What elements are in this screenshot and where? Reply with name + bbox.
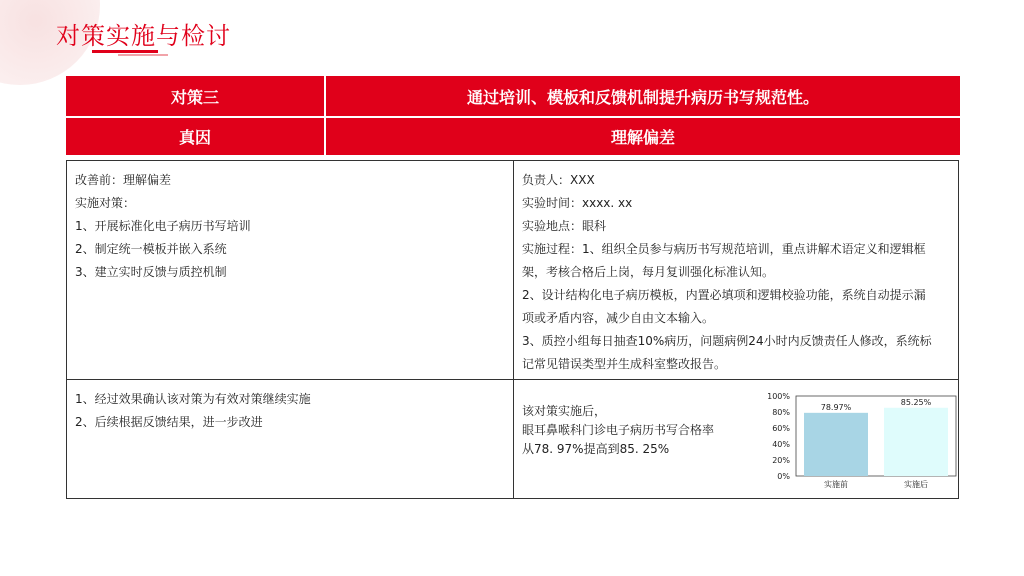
header-table	[66, 76, 960, 155]
root-cause-value: 理解偏差	[326, 118, 960, 155]
y-tick-label: 0%	[777, 472, 790, 481]
result-line: 该对策实施后，	[522, 404, 607, 418]
bar-data-label: 78.97%	[820, 402, 852, 412]
execution-line: 实验地点：眼科	[522, 219, 607, 233]
body-row-result	[67, 380, 958, 499]
root-cause-label: 真因	[66, 118, 326, 155]
execution-line: 3、质控小组每日抽查10%病历，问题病例24小时内反馈责任人修改，系统标	[522, 334, 932, 348]
body-table	[66, 160, 959, 499]
plan-line: 1、开展标准化电子病历书写培训	[75, 219, 251, 233]
result-line: 眼耳鼻喉科门诊电子病历书写合格率	[522, 423, 715, 437]
plan-line: 2、制定统一模板并嵌入系统	[75, 242, 227, 256]
execution-line: 实验时间：xxxx. xx	[522, 196, 633, 210]
y-tick-label: 80%	[772, 408, 790, 417]
result-cell	[514, 380, 958, 499]
y-tick-label: 60%	[772, 424, 790, 433]
y-tick-label: 40%	[772, 440, 790, 449]
result-text	[522, 402, 752, 459]
conclusion-cell	[67, 380, 514, 499]
bar-data-label: 85.25%	[900, 397, 932, 407]
plan-line: 3、建立实时反馈与质控机制	[75, 265, 227, 279]
execution-line: 负责人：XXX	[522, 173, 595, 187]
execution-line: 项或矛盾内容，减少自由文本输入。	[522, 311, 715, 325]
y-tick-label: 100%	[767, 392, 790, 401]
header-row-root-cause	[66, 116, 960, 155]
page-title: 对策实施与检讨	[56, 22, 231, 50]
conclusion-line: 1、经过效果确认该对策为有效对策继续实施	[75, 392, 311, 406]
x-category-label: 实施前	[824, 480, 848, 489]
countermeasure-description: 通过培训、模板和反馈机制提升病历书写规范性。	[326, 76, 960, 116]
body-row-plan	[67, 161, 958, 380]
conclusion-line: 2、后续根据反馈结果，进一步改进	[75, 415, 263, 429]
bar-1	[804, 413, 868, 476]
plan-cell	[67, 161, 514, 379]
header-row-countermeasure	[66, 76, 960, 116]
bar-2	[884, 408, 948, 476]
plan-line: 改善前：理解偏差	[75, 173, 172, 187]
y-tick-label: 20%	[772, 456, 790, 465]
title-underline-accent	[118, 54, 168, 56]
plan-line: 实施对策：	[75, 196, 136, 210]
execution-line: 架，考核合格后上岗，每月复训强化标准认知。	[522, 265, 775, 279]
execution-line: 2、设计结构化电子病历模板，内置必填项和逻辑校验功能，系统自动提示漏	[522, 288, 926, 302]
countermeasure-label: 对策三	[66, 76, 326, 116]
title-underline	[92, 50, 158, 53]
execution-cell	[514, 161, 958, 379]
execution-line: 实施过程：1、组织全员参与病历书写规范培训，重点讲解术语定义和逻辑框	[522, 242, 926, 256]
result-line: 从78. 97%提高到85. 25%	[522, 442, 670, 456]
pass-rate-bar-chart	[760, 386, 960, 494]
x-category-label: 实施后	[904, 480, 928, 489]
execution-line: 记常见错误类型并生成科室整改报告。	[522, 357, 727, 371]
